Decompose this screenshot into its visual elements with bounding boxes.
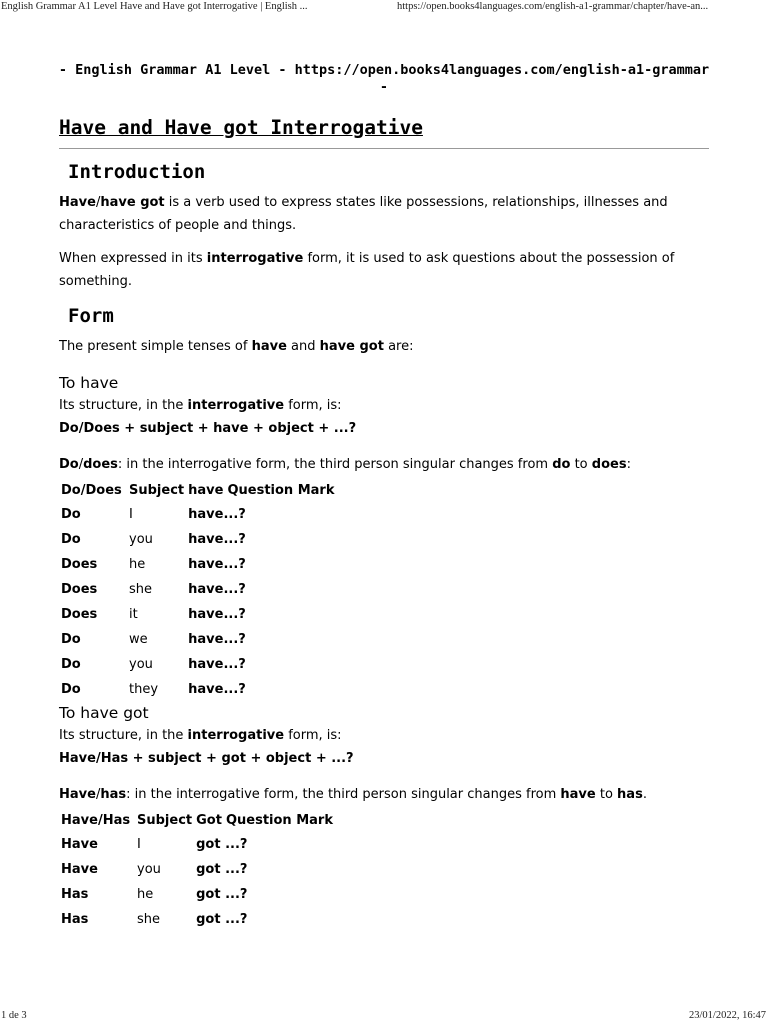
verb-text: have: [188, 582, 224, 597]
table-cell-auxiliary: Has: [61, 912, 89, 927]
print-header-url: https://open.books4languages.com/english-a1-grammar/chapter/have-an...: [397, 1, 709, 12]
table-cell-auxiliary: Have: [61, 837, 98, 852]
verb-text: got: [196, 862, 221, 877]
form-heading: Form: [68, 305, 114, 327]
intro-paragraph-1: [59, 191, 709, 237]
question-mark-text: ...?: [223, 507, 246, 522]
form-p-bold-have: have: [251, 339, 287, 354]
table-header: Have/Has: [61, 812, 131, 828]
question-mark-text: ...?: [220, 912, 248, 927]
table-cell-subject: they: [129, 682, 159, 697]
intro-paragraph-2: [59, 247, 709, 293]
to-have-got-structure: [59, 724, 709, 747]
form-p-mid: and: [286, 339, 320, 354]
table-cell-subject: you: [129, 532, 153, 547]
table-cell-verb: [186, 627, 336, 652]
question-mark-text: ...?: [223, 657, 246, 672]
table-row: [59, 552, 336, 577]
to-have-note-target: does: [591, 457, 627, 472]
to-have-got-formula: Have/Has + subject + got + object + ...?: [59, 751, 354, 766]
table-header-row: [59, 808, 335, 832]
table-cell-verb: [186, 527, 336, 552]
table-row: [59, 502, 336, 527]
to-have-got-note-mid: : in the interrogative form, the third person singular changes from: [126, 787, 561, 802]
to-have-got-structure-post: form, is:: [284, 728, 342, 743]
question-mark-text: ...?: [220, 887, 248, 902]
to-have-conjugation-table: [59, 478, 336, 702]
question-mark-text: ...?: [223, 682, 246, 697]
verb-text: have: [188, 557, 224, 572]
table-cell-subject: you: [129, 657, 153, 672]
to-have-got-note-to: to: [595, 787, 618, 802]
to-have-note-end: :: [626, 457, 631, 472]
table-row: [59, 907, 335, 932]
table-row: [59, 857, 335, 882]
question-mark-text: ...?: [223, 532, 246, 547]
table-row: [59, 627, 336, 652]
table-header: Do/Does: [61, 482, 122, 498]
table-header: have: [188, 482, 224, 498]
form-paragraph: [59, 335, 709, 358]
table-cell-subject: she: [129, 582, 153, 597]
table-cell-auxiliary: Do: [61, 507, 81, 522]
to-have-got-structure-bold: interrogative: [187, 728, 285, 743]
form-p-post: are:: [383, 339, 414, 354]
verb-text: have: [188, 507, 224, 522]
to-have-got-note: [59, 783, 709, 806]
table-row: [59, 602, 336, 627]
table-cell-subject: she: [137, 912, 161, 927]
table-cell-auxiliary: Do: [61, 682, 81, 697]
verb-text: have: [188, 682, 224, 697]
to-have-structure-bold: interrogative: [187, 398, 285, 413]
to-have-note-to: to: [570, 457, 592, 472]
table-row: [59, 652, 336, 677]
table-cell-verb: [186, 502, 336, 527]
table-cell-auxiliary: Does: [61, 557, 98, 572]
intro-p2-pre: When expressed in its: [59, 251, 207, 266]
to-have-note-slash: /: [78, 457, 84, 472]
table-cell-auxiliary: Have: [61, 862, 98, 877]
verb-text: have: [188, 657, 224, 672]
table-cell-verb: [186, 552, 336, 577]
intro-p1-bold-have: Have: [59, 195, 96, 210]
intro-p1-slash: /: [95, 195, 101, 210]
table-row: [59, 577, 336, 602]
to-have-note: [59, 453, 709, 476]
table-cell-subject: we: [129, 632, 148, 647]
table-header: Question Mark: [227, 482, 335, 498]
intro-p1-text: is a verb used to express states like possessions, relationships, illnesses and characteristics of people and things.: [59, 195, 668, 233]
article-content: [59, 114, 709, 932]
table-cell-subject: it: [129, 607, 138, 622]
intro-p1-bold-have-got: have got: [100, 195, 165, 210]
table-header: Subject: [129, 482, 185, 498]
introduction-heading: Introduction: [68, 161, 206, 183]
table-cell-subject: he: [129, 557, 146, 572]
table-cell-subject: I: [129, 507, 133, 522]
table-cell-subject: you: [137, 862, 161, 877]
print-footer: [0, 1008, 768, 1024]
to-have-structure: [59, 394, 709, 417]
table-cell-auxiliary: Has: [61, 887, 89, 902]
to-have-got-note-target: has: [617, 787, 643, 802]
question-mark-text: ...?: [223, 557, 246, 572]
to-have-table-body: [59, 502, 336, 702]
table-row: [59, 677, 336, 702]
to-have-got-note-slash: /: [95, 787, 101, 802]
verb-text: have: [188, 632, 224, 647]
print-header: [0, 0, 768, 16]
print-header-title: English Grammar A1 Level Have and Have got Interrogative | English ...: [1, 1, 308, 12]
to-have-got-table-body: [59, 832, 335, 932]
to-have-note-do: Do: [59, 457, 79, 472]
banner-line-1: - English Grammar A1 Level - https://open.books4languages.com/english-a1-grammar: [58, 62, 710, 78]
intro-p2-post: form, it is used to ask questions about the possession of something.: [59, 251, 675, 289]
table-cell-verb: [194, 907, 335, 932]
to-have-structure-post: form, is:: [284, 398, 342, 413]
question-mark-text: ...?: [223, 582, 246, 597]
question-mark-text: ...?: [220, 862, 248, 877]
table-header: Got: [196, 812, 222, 828]
to-have-note-from: do: [552, 457, 571, 472]
table-cell-verb: [186, 652, 336, 677]
verb-text: got: [196, 912, 221, 927]
to-have-note-mid: : in the interrogative form, the third person singular changes from: [117, 457, 553, 472]
verb-text: have: [188, 532, 224, 547]
book-banner: [56, 62, 712, 96]
verb-text: got: [196, 887, 221, 902]
form-p-pre: The present simple tenses of: [59, 339, 252, 354]
table-header-row: [59, 478, 336, 502]
question-mark-text: ...?: [220, 837, 248, 852]
table-row: [59, 527, 336, 552]
table-cell-verb: [194, 832, 335, 857]
table-header: Subject: [137, 812, 193, 828]
to-have-heading: To have: [59, 374, 119, 392]
table-cell-verb: [186, 677, 336, 702]
table-cell-auxiliary: Does: [61, 607, 98, 622]
to-have-formula: Do/Does + subject + have + object + ...?: [59, 421, 357, 436]
to-have-got-note-has: has: [100, 787, 127, 802]
to-have-got-note-from: have: [560, 787, 596, 802]
question-mark-text: ...?: [223, 607, 246, 622]
intro-p2-bold: interrogative: [206, 251, 304, 266]
table-cell-subject: he: [137, 887, 154, 902]
to-have-structure-pre: Its structure, in the: [59, 398, 188, 413]
table-cell-verb: [186, 577, 336, 602]
table-cell-verb: [194, 857, 335, 882]
print-datetime: 23/01/2022, 16:47: [688, 1010, 766, 1021]
table-cell-verb: [186, 602, 336, 627]
table-cell-auxiliary: Do: [61, 657, 81, 672]
table-row: [59, 832, 335, 857]
verb-text: got: [196, 837, 221, 852]
verb-text: have: [188, 607, 224, 622]
to-have-got-heading: To have got: [59, 704, 149, 722]
question-mark-text: ...?: [223, 632, 246, 647]
table-cell-auxiliary: Do: [61, 532, 81, 547]
table-row: [59, 882, 335, 907]
to-have-got-conjugation-table: [59, 808, 335, 932]
to-have-got-structure-pre: Its structure, in the: [59, 728, 188, 743]
to-have-note-does: does: [83, 457, 118, 472]
table-cell-verb: [194, 882, 335, 907]
table-header: Question Mark: [225, 812, 333, 828]
form-p-bold-have-got: have got: [319, 339, 384, 354]
to-have-got-note-have: Have: [59, 787, 96, 802]
table-cell-auxiliary: Does: [61, 582, 98, 597]
table-cell-subject: I: [137, 837, 141, 852]
banner-line-2: -: [379, 79, 389, 95]
page-counter: 1 de 3: [1, 1010, 27, 1021]
to-have-got-note-end: .: [642, 787, 647, 802]
table-cell-auxiliary: Do: [61, 632, 81, 647]
page-title: Have and Have got Interrogative: [59, 114, 709, 149]
